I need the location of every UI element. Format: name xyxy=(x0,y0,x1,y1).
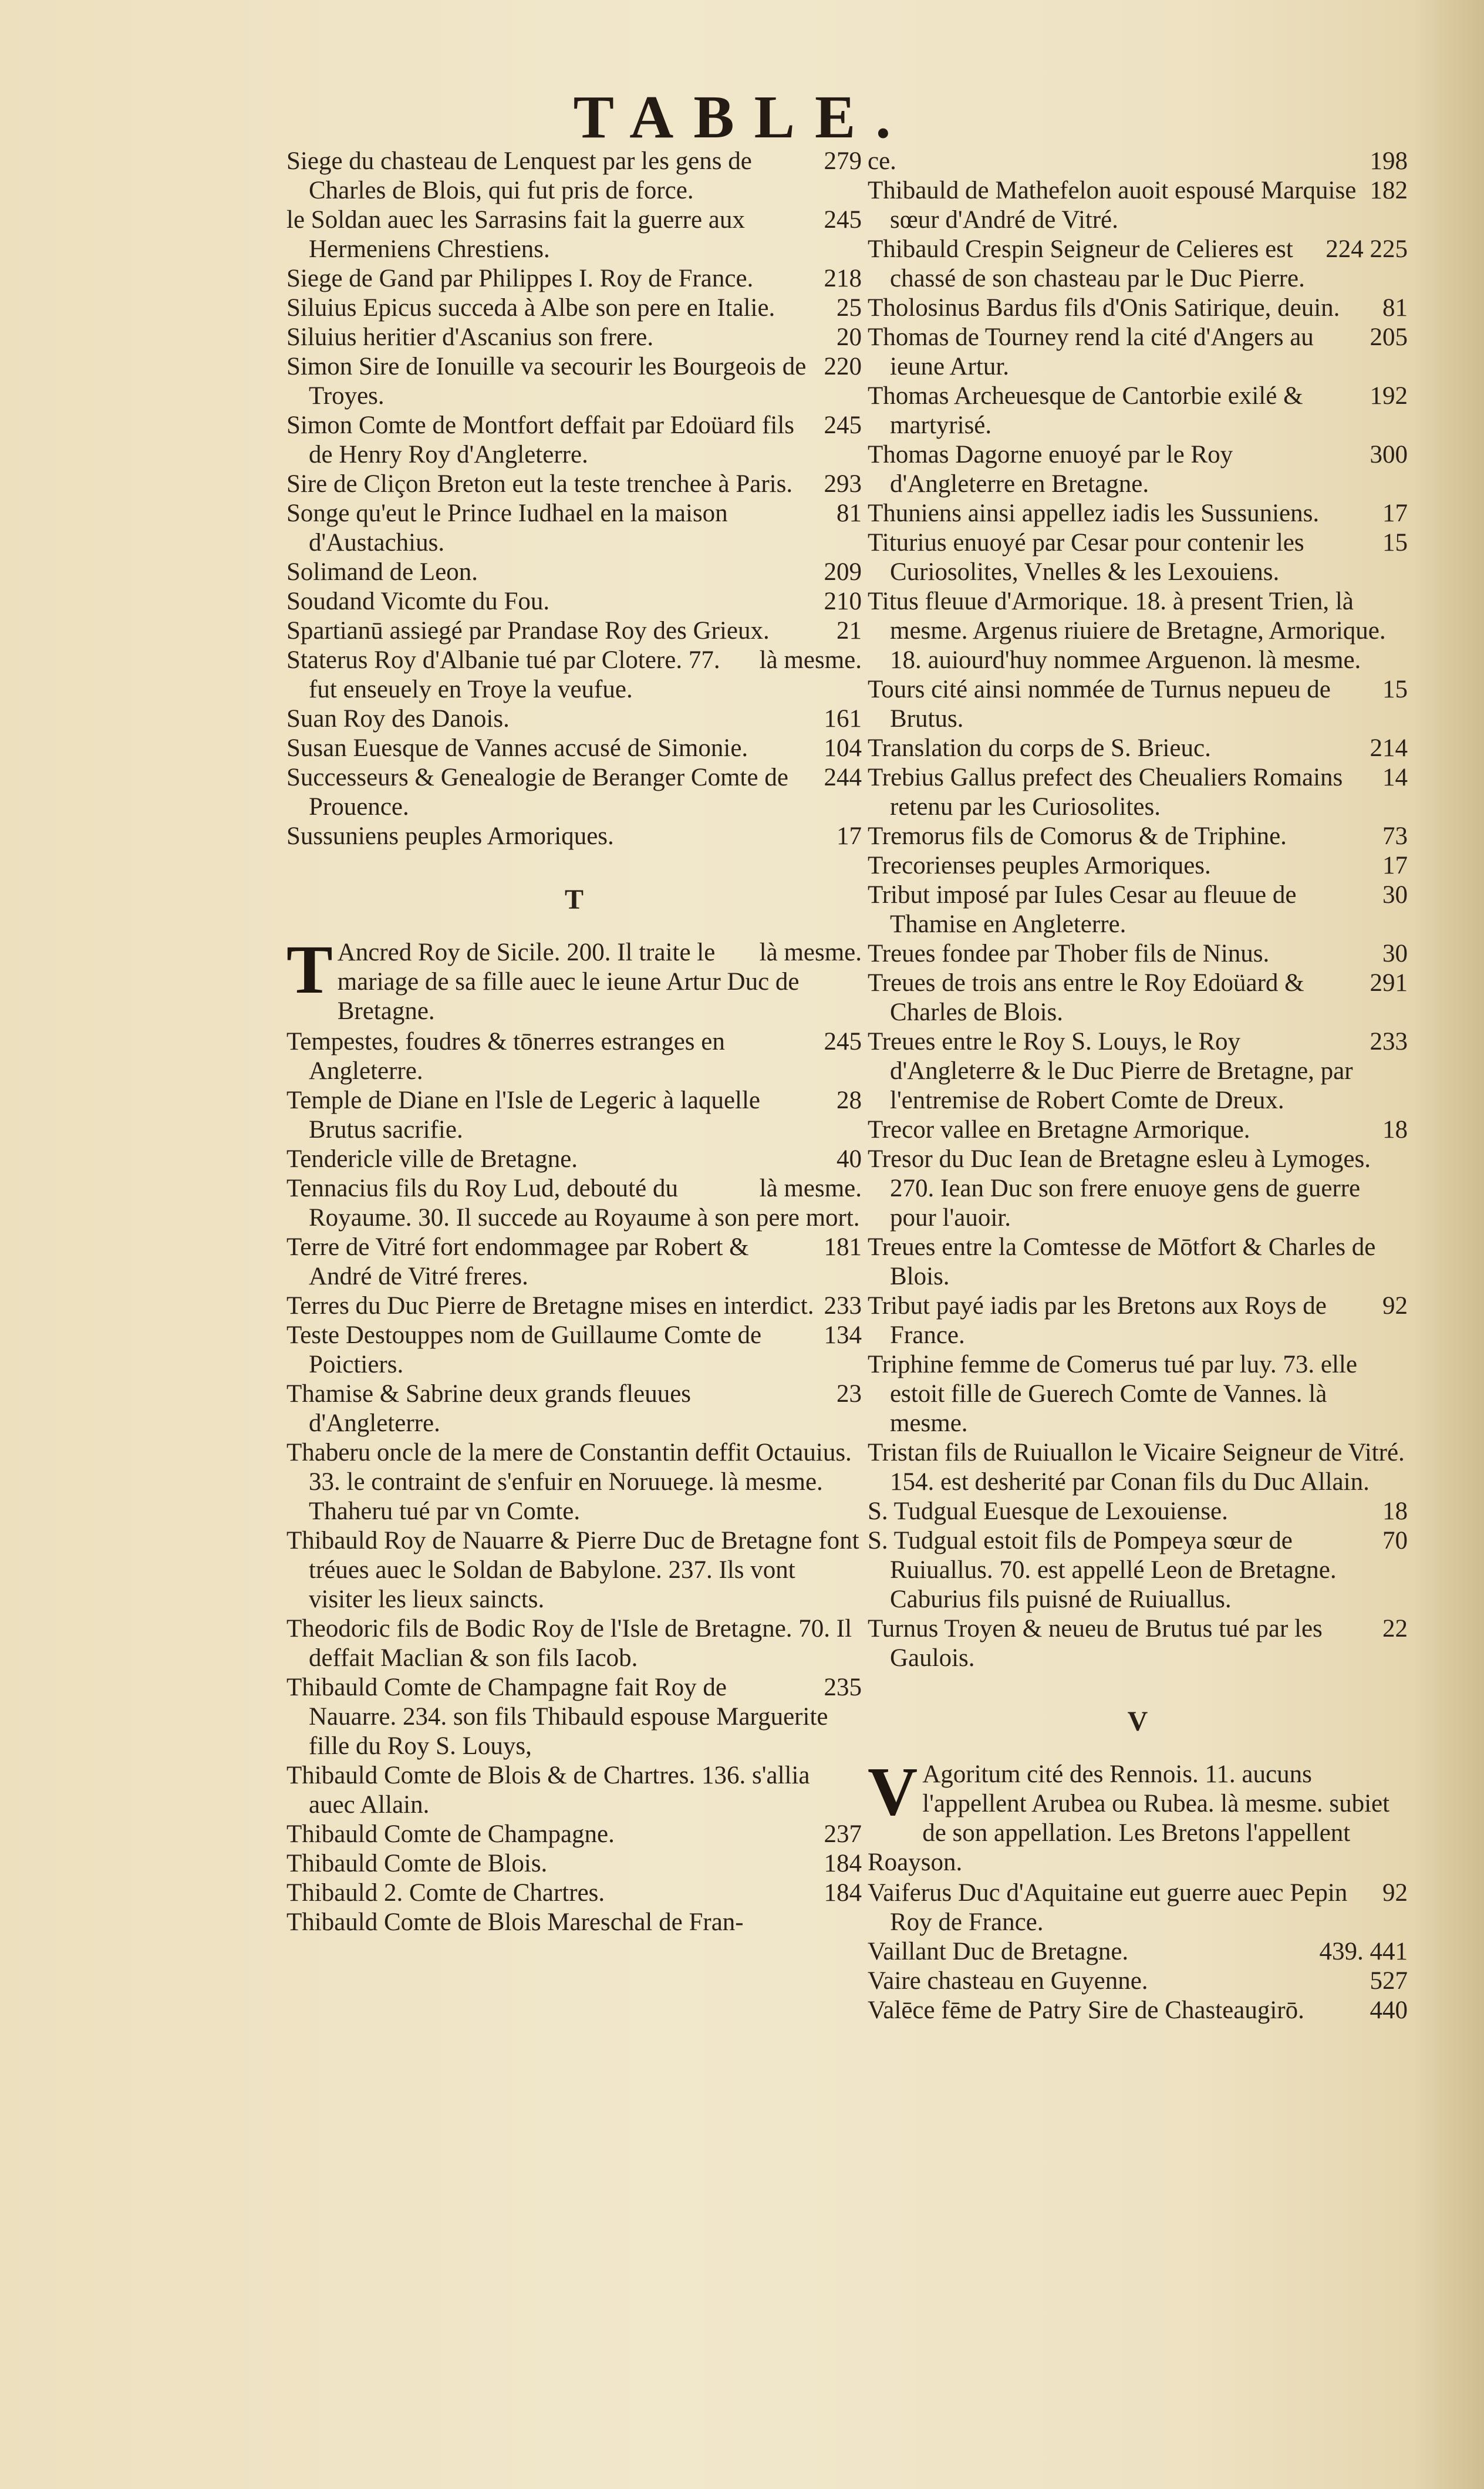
index-entry xyxy=(286,1908,862,1937)
entries-s xyxy=(286,147,862,851)
entry-text: Suan Roy des Danois. xyxy=(286,705,510,733)
entry-text: Siege de Gand par Philippes I. Roy de France. xyxy=(286,265,754,292)
index-entry xyxy=(868,939,1408,969)
right-column xyxy=(868,147,1408,2025)
index-entry xyxy=(868,528,1408,587)
entry-text: Valēce fēme de Patry Sire de Chasteaugirō. xyxy=(868,1996,1304,2024)
index-entry xyxy=(286,587,862,616)
entry-page: 198 xyxy=(1370,147,1408,175)
entry-page: 92 xyxy=(1382,1879,1408,1907)
index-entry xyxy=(868,1996,1408,2025)
entry-text: Staterus Roy d'Albanie tué par Clotere. 77. fut enseuely en Troye la veufue. xyxy=(286,646,720,703)
index-entry xyxy=(868,1145,1408,1233)
entry-page: 70 xyxy=(1382,1527,1408,1554)
entry-text: Thibauld Comte de Blois. xyxy=(286,1850,548,1877)
lead-entry-t xyxy=(286,931,862,1026)
index-entry xyxy=(286,352,862,411)
entries-v xyxy=(868,1878,1408,2025)
entry-text: Terres du Duc Pierre de Bretagne mises en interdict. xyxy=(286,1292,814,1320)
index-entry xyxy=(286,1878,862,1908)
entry-page: 18 xyxy=(1382,1116,1408,1144)
entry-page: 233 xyxy=(824,1292,862,1320)
entry-page: 25 xyxy=(837,294,862,322)
entry-text: Siluius heritier d'Ascanius son frere. xyxy=(286,323,654,351)
entry-page: 81 xyxy=(1382,294,1408,322)
entry-text: Titus fleuue d'Armorique. 18. à present Trien, là mesme. Argenus riuiere de Bretagne, Armorique. 18. auiourd'huy nommee Arguenon. là mesme. xyxy=(868,588,1386,674)
entry-text: Tempestes, foudres & tōnerres estranges en Angleterre. xyxy=(286,1028,725,1085)
index-entry xyxy=(868,323,1408,382)
entry-page: 237 xyxy=(824,1820,862,1848)
entry-text: Thibauld Comte de Blois Mareschal de Fran- xyxy=(286,1908,744,1936)
entry-page: 182 xyxy=(1370,177,1408,204)
section-heading-v: V xyxy=(1127,1706,1148,1737)
entry-page: 300 xyxy=(1370,441,1408,468)
entry-text: Temple de Diane en l'Isle de Legeric à laquelle Brutus sacrifie. xyxy=(286,1087,761,1144)
index-entry xyxy=(286,470,862,499)
entry-page: 18 xyxy=(1382,1498,1408,1525)
entry-page: 184 xyxy=(824,1879,862,1907)
index-entry xyxy=(868,587,1408,675)
entry-text: S. Tudgual estoit fils de Pompeya sœur de Ruiuallus. 70. est appellé Leon de Bretagne. Caburius fils puisné de Ruiuallus. xyxy=(868,1527,1337,1613)
entry-page: 214 xyxy=(1370,734,1408,762)
entry-page: 73 xyxy=(1382,822,1408,850)
index-entry xyxy=(868,147,1408,176)
entry-page: 20 xyxy=(837,323,862,351)
entry-text: Treues entre la Comtesse de Mōtfort & Charles de Blois. xyxy=(868,1233,1376,1290)
entry-page: là mesme. xyxy=(759,646,862,674)
entry-page: 245 xyxy=(824,412,862,439)
index-entry xyxy=(868,235,1408,294)
entry-text: Siluius Epicus succeda à Albe son pere en Italie. xyxy=(286,294,775,322)
entry-text: le Soldan auec les Sarrasins fait la guerre aux Hermeniens Chrestiens. xyxy=(286,206,745,263)
index-entry xyxy=(286,264,862,294)
index-entry xyxy=(286,294,862,323)
entry-page: 192 xyxy=(1370,382,1408,410)
entry-page: 205 xyxy=(1370,323,1408,351)
index-entry xyxy=(286,1673,862,1761)
index-entry xyxy=(868,1526,1408,1614)
index-entry xyxy=(868,440,1408,499)
entry-page: 104 xyxy=(824,734,862,762)
index-entry xyxy=(868,763,1408,822)
entry-page: 40 xyxy=(837,1145,862,1173)
index-entry xyxy=(286,1438,862,1526)
entry-page: 81 xyxy=(837,500,862,527)
entry-page: 245 xyxy=(824,206,862,234)
page-title: TABLE. xyxy=(573,83,911,151)
page-edge-shadow xyxy=(1414,0,1484,2489)
entry-page: 181 xyxy=(824,1233,862,1261)
entry-text: Tribut payé iadis par les Bretons aux Roys de France. xyxy=(868,1292,1327,1349)
index-entry xyxy=(286,1086,862,1145)
entry-page: 184 xyxy=(824,1850,862,1877)
index-entry xyxy=(286,323,862,352)
entry-page: 134 xyxy=(824,1321,862,1349)
entry-text: Trebius Gallus prefect des Cheualiers Romains retenu par les Curiosolites. xyxy=(868,764,1343,821)
entry-page: 21 xyxy=(837,617,862,645)
entry-text: Sussuniens peuples Armoriques. xyxy=(286,822,614,850)
entry-text: Thomas de Tourney rend la cité d'Angers au ieune Artur. xyxy=(868,323,1314,380)
entry-text: Solimand de Leon. xyxy=(286,558,478,586)
entry-text: Tremorus fils de Comorus & de Triphine. xyxy=(868,822,1287,850)
index-entry xyxy=(286,558,862,587)
entry-text: Translation du corps de S. Brieuc. xyxy=(868,734,1211,762)
entry-page: 293 xyxy=(824,470,862,498)
index-entry xyxy=(286,1614,862,1673)
entry-page: 235 xyxy=(824,1674,862,1701)
index-entry xyxy=(868,1233,1408,1291)
index-entry xyxy=(286,763,862,822)
entry-page: 209 xyxy=(824,558,862,586)
index-entry xyxy=(286,1820,862,1849)
entry-text: Theodoric fils de Bodic Roy de l'Isle de Bretagne. 70. Il deffait Maclian & son fils Iacob. xyxy=(286,1615,852,1672)
index-entry xyxy=(868,1614,1408,1673)
entry-text: Turnus Troyen & neueu de Brutus tué par les Gaulois. xyxy=(868,1615,1323,1672)
entry-page: 527 xyxy=(1370,1967,1408,1995)
index-entry xyxy=(286,734,862,763)
entry-page: 291 xyxy=(1370,969,1408,997)
entry-text: Trecorienses peuples Armoriques. xyxy=(868,852,1211,879)
entry-text: ce. xyxy=(868,147,896,175)
entry-text: Thamise & Sabrine deux grands fleuues d'Angleterre. xyxy=(286,1380,692,1437)
entry-text: Thibauld 2. Comte de Chartres. xyxy=(286,1879,605,1907)
index-entry xyxy=(868,822,1408,851)
entry-page: 30 xyxy=(1382,881,1408,909)
entry-text: Simon Sire de Ionuille va secourir les Bourgeois de Troyes. xyxy=(286,353,807,410)
index-entry xyxy=(868,382,1408,440)
entry-page: 23 xyxy=(837,1380,862,1408)
left-column xyxy=(286,147,862,1937)
entry-text: Tennacius fils du Roy Lud, debouté du Royaume. 30. Il succede au Royaume à son pere mort. xyxy=(286,1175,860,1232)
entry-page: 92 xyxy=(1382,1292,1408,1320)
entry-text: Thibauld Roy de Nauarre & Pierre Duc de Bretagne font tréues auec le Soldan de Babylone. 237. Ils vont visiter les lieux saincts. xyxy=(286,1527,859,1613)
entry-text: Thibauld Comte de Champagne fait Roy de Nauarre. 234. son fils Thibauld espouse Marguerite fille du Roy S. Louys, xyxy=(286,1674,828,1760)
entry-text: Successeurs & Genealogie de Beranger Comte de Prouence. xyxy=(286,764,788,821)
entry-page: 161 xyxy=(824,705,862,733)
entry-text: Tresor du Duc Iean de Bretagne esleu à Lymoges. 270. Iean Duc son frere enuoye gens de guerre pour l'auoir. xyxy=(868,1145,1371,1232)
entry-text: Thibauld Comte de Blois & de Chartres. 136. s'allia auec Allain. xyxy=(286,1762,810,1819)
entry-text: Titurius enuoyé par Cesar pour contenir les Curiosolites, Vnelles & les Lexouiens. xyxy=(868,529,1304,586)
entries-t xyxy=(286,1027,862,1937)
entry-page: 22 xyxy=(1382,1615,1408,1643)
entry-text: Thibauld Crespin Seigneur de Celieres est chassé de son chasteau par le Duc Pierre. xyxy=(868,235,1305,292)
entry-text: Thaberu oncle de la mere de Constantin deffit Octauius. 33. le contraint de s'enfuir en Noruuege. là mesme. Thaheru tué par vn Comte. xyxy=(286,1439,852,1525)
index-entry xyxy=(286,1174,862,1233)
entry-page: 233 xyxy=(1370,1028,1408,1055)
entry-text: Terre de Vitré fort endommagee par Robert & André de Vitré freres. xyxy=(286,1233,749,1290)
entry-page: 17 xyxy=(1382,852,1408,879)
index-entry xyxy=(286,1380,862,1438)
entry-text: Treues de trois ans entre le Roy Edoüard & Charles de Blois. xyxy=(868,969,1304,1026)
index-entry xyxy=(868,1438,1408,1497)
entry-text: Agoritum cité des Rennois. 11. aucuns l'appellent Arubea ou Rubea. là mesme. subiet de son appellation. Les Bretons l'appellent Roayson. xyxy=(868,1760,1390,1876)
entry-text: Tribut imposé par Iules Cesar au fleuue de Thamise en Angleterre. xyxy=(868,881,1297,938)
entry-page: 210 xyxy=(824,588,862,615)
entry-page: là mesme. xyxy=(759,1175,862,1202)
entry-text: Thomas Archeuesque de Cantorbie exilé & martyrisé. xyxy=(868,382,1303,439)
entry-text: S. Tudgual Euesque de Lexouiense. xyxy=(868,1498,1228,1525)
index-entry xyxy=(868,1878,1408,1937)
index-entry xyxy=(286,499,862,558)
entry-page: 14 xyxy=(1382,764,1408,791)
entry-text: Ancred Roy de Sicile. 200. Il traite le mariage de sa fille auec le ieune Artur Duc de Bretagne. xyxy=(337,939,800,1025)
entry-text: Vaiferus Duc d'Aquitaine eut guerre auec Pepin Roy de France. xyxy=(868,1879,1348,1936)
index-entry xyxy=(286,1027,862,1086)
entry-text: Tours cité ainsi nommée de Turnus nepueu de Brutus. xyxy=(868,676,1331,733)
index-entry xyxy=(286,1291,862,1321)
entry-text: Thibauld de Mathefelon auoit espousé Marquise sœur d'André de Vitré. xyxy=(868,177,1357,234)
index-entry xyxy=(286,1233,862,1291)
index-entry xyxy=(868,176,1408,235)
lead-entry-v xyxy=(868,1753,1408,1877)
index-entry xyxy=(286,704,862,734)
entry-text: Simon Comte de Montfort deffait par Edoüard fils de Henry Roy d'Angleterre. xyxy=(286,412,795,468)
entry-text: Spartianū assiegé par Prandase Roy des Grieux. xyxy=(286,617,770,645)
entry-text: Thibauld Comte de Champagne. xyxy=(286,1820,615,1848)
entry-page: 15 xyxy=(1382,676,1408,703)
entry-page: 30 xyxy=(1382,940,1408,967)
entry-page: 224 225 xyxy=(1326,235,1408,263)
index-entry xyxy=(286,1849,862,1878)
index-entry xyxy=(868,1291,1408,1350)
entry-text: Susan Euesque de Vannes accusé de Simonie. xyxy=(286,734,748,762)
entry-text: Vaillant Duc de Bretagne. xyxy=(868,1938,1129,1965)
entry-page: 17 xyxy=(837,822,862,850)
index-entry xyxy=(868,1967,1408,1996)
entry-page: 28 xyxy=(837,1087,862,1114)
entry-text: Tristan fils de Ruiuallon le Vicaire Seigneur de Vitré. 154. est desherité par Conan fils du Duc Allain. xyxy=(868,1439,1405,1496)
index-entry xyxy=(286,1526,862,1614)
index-entry xyxy=(868,1497,1408,1526)
entry-page: 439. 441 xyxy=(1319,1938,1408,1965)
entry-text: Siege du chasteau de Lenquest par les gens de Charles de Blois, qui fut pris de force. xyxy=(286,147,752,204)
index-entry xyxy=(286,411,862,470)
entry-text: Thuniens ainsi appellez iadis les Sussuniens. xyxy=(868,500,1320,527)
entry-text: Tholosinus Bardus fils d'Onis Satirique, deuin. xyxy=(868,294,1340,322)
entry-text: Tendericle ville de Bretagne. xyxy=(286,1145,578,1173)
entry-page: 220 xyxy=(824,353,862,380)
entry-page: 17 xyxy=(1382,500,1408,527)
entry-text: Trecor vallee en Bretagne Armorique. xyxy=(868,1116,1250,1144)
index-entry xyxy=(286,1321,862,1380)
entry-page: 279 xyxy=(824,147,862,175)
index-entry xyxy=(868,1027,1408,1115)
index-entry xyxy=(868,881,1408,939)
section-heading-t: T xyxy=(564,884,584,915)
index-entry xyxy=(868,851,1408,881)
index-entry xyxy=(868,1937,1408,1967)
index-entry xyxy=(868,675,1408,734)
entry-text: Teste Destouppes nom de Guillaume Comte de Poictiers. xyxy=(286,1321,762,1378)
entry-text: Treues entre le Roy S. Louys, le Roy d'Angleterre & le Duc Pierre de Bretagne, par l'entremise de Robert Comte de Dreux. xyxy=(868,1028,1353,1114)
entry-text: Soudand Vicomte du Fou. xyxy=(286,588,550,615)
entries-t-continued xyxy=(868,147,1408,1673)
entry-text: Vaire chasteau en Guyenne. xyxy=(868,1967,1148,1995)
entry-text: Treues fondee par Thober fils de Ninus. xyxy=(868,940,1270,967)
index-entry xyxy=(286,1145,862,1174)
index-entry xyxy=(868,1115,1408,1145)
entry-page: 15 xyxy=(1382,529,1408,557)
entry-page: 245 xyxy=(824,1028,862,1055)
entry-page: là mesme. xyxy=(759,939,862,966)
index-entry xyxy=(286,616,862,646)
index-entry xyxy=(868,1350,1408,1438)
index-entry xyxy=(286,205,862,264)
index-entry xyxy=(286,147,862,205)
entry-text: Sire de Cliçon Breton eut la teste trenchee à Paris. xyxy=(286,470,793,498)
entry-text: Songe qu'eut le Prince Iudhael en la maison d'Austachius. xyxy=(286,500,728,557)
entry-text: Triphine femme de Comerus tué par luy. 73. elle estoit fille de Guerech Comte de Vannes. là mesme. xyxy=(868,1351,1357,1437)
index-entry xyxy=(868,734,1408,763)
index-entry xyxy=(868,969,1408,1027)
entry-text: Thomas Dagorne enuoyé par le Roy d'Angleterre en Bretagne. xyxy=(868,441,1233,498)
index-entry xyxy=(286,1761,862,1820)
entry-page: 244 xyxy=(824,764,862,791)
dropcap-v: V xyxy=(868,1753,918,1830)
entry-page: 440 xyxy=(1370,1996,1408,2024)
index-entry xyxy=(868,499,1408,528)
index-entry xyxy=(286,822,862,851)
entry-page: 218 xyxy=(824,265,862,292)
dropcap-t: T xyxy=(286,931,333,1008)
index-entry xyxy=(868,294,1408,323)
index-entry xyxy=(286,646,862,704)
